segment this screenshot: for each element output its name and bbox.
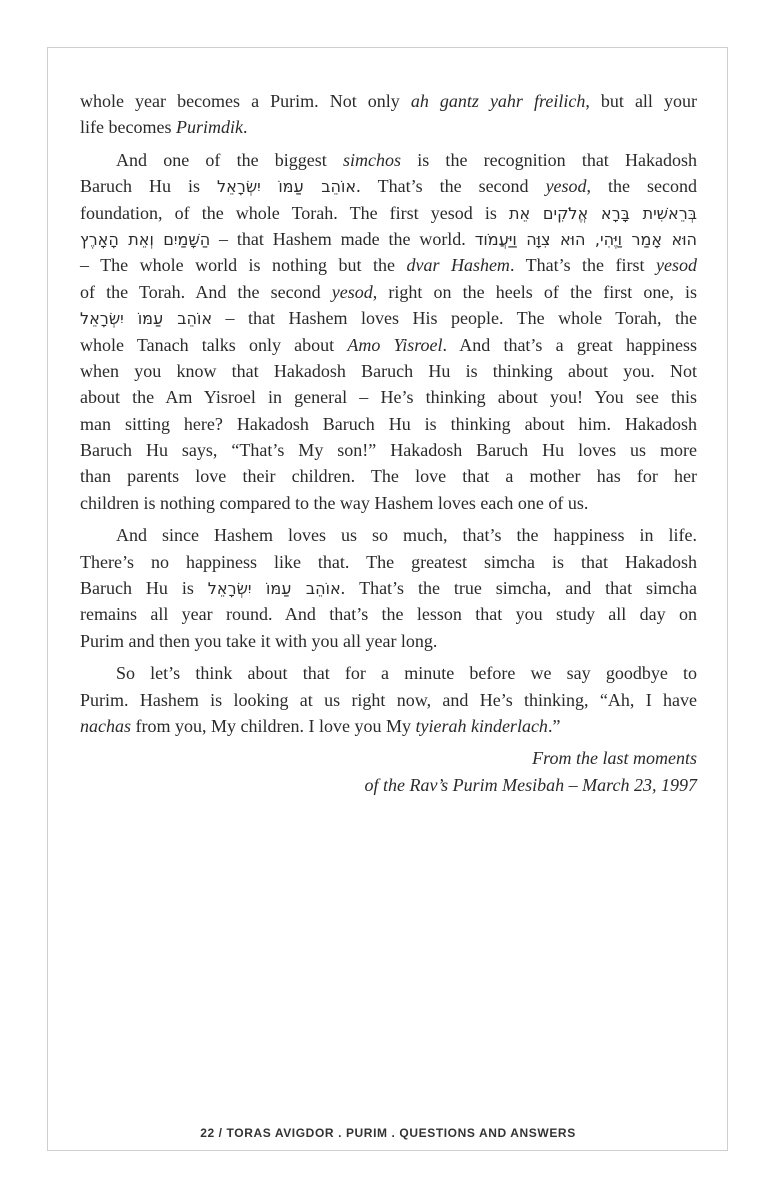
text-segment: .” (547, 715, 561, 736)
text-line (80, 384, 697, 410)
italic-term: yesod (656, 255, 697, 276)
text-line (80, 463, 697, 489)
text-segment: of the Torah. And the second (80, 281, 332, 302)
paragraphs (80, 88, 697, 739)
text-segment: . That’s the first (509, 255, 656, 276)
text-line (80, 660, 697, 686)
text-segment: whole Tanach talks only about (80, 334, 348, 355)
text-line (80, 575, 697, 601)
text-segment: . That’s the true simcha, and that simcha (340, 578, 698, 599)
italic-term: yesod (545, 176, 587, 197)
text-segment: . And that’s a great happiness (442, 334, 697, 355)
text-segment: Baruch Hu is (80, 176, 217, 197)
text-line (80, 147, 697, 173)
text-line (80, 522, 697, 548)
text-line (80, 549, 697, 575)
italic-term: tyierah kinderlach (415, 715, 548, 736)
text-line (80, 687, 697, 713)
text-segment: – The whole world is nothing but the (80, 255, 407, 276)
text-segment: So let’s think about that for a minute before we say goodbye to (116, 663, 697, 684)
italic-term: simchos (343, 149, 402, 170)
italic-term: Purimdik (175, 117, 243, 138)
text-segment: And since Hashem loves us so much, that’s the happiness in life. (116, 525, 697, 546)
text-segment: life becomes (80, 117, 176, 138)
hebrew-quote: אוֹהֵב עַמּוֹ יִשְׂרָאֵל (207, 579, 341, 599)
text-line (80, 88, 697, 114)
paragraph (80, 147, 697, 516)
hebrew-quote: אוֹהֵב עַמּוֹ יִשְׂרָאֵל (217, 177, 357, 197)
text-segment: , the second (586, 176, 698, 197)
text-segment: remains all year round. And that’s the lesson that you study all day on (80, 604, 697, 625)
attribution-line: From the last moments (532, 748, 697, 769)
text-segment: foundation, of the whole Torah. The first yesod is (80, 202, 509, 223)
text-line (80, 305, 697, 331)
text-segment: There’s no happiness like that. The greatest simcha is that Hakadosh (80, 551, 697, 572)
text-segment: – that Hashem loves His people. The whole Torah, the (212, 308, 697, 329)
text-segment: . That’s the second (356, 176, 546, 197)
text-line (80, 173, 697, 199)
text-line (80, 279, 697, 305)
text-segment: Purim. Hashem is looking at us right now, and He’s thinking, “Ah, I have (80, 689, 697, 710)
text-segment: about the Am Yisroel in general – He’s thinking about you! You see this (80, 387, 697, 408)
text-segment: from you, My children. I love you My (131, 715, 416, 736)
text-segment: . (242, 117, 248, 138)
text-line (80, 713, 697, 739)
italic-term: ah gantz yahr freilich (410, 91, 586, 111)
text-segment: man sitting here? Hakadosh Baruch Hu is thinking about him. Hakadosh (80, 413, 697, 434)
italic-term: dvar Hashem (406, 255, 510, 276)
hebrew-quote: בְּרֵאשִׁית בָּרָא אֱלֹקִים אֵת (508, 203, 697, 223)
text-line (80, 252, 697, 278)
text-line (80, 358, 697, 384)
text-segment: than parents love their children. The love that a mother has for her (80, 466, 697, 487)
attribution (80, 745, 697, 798)
text-line (80, 332, 697, 358)
text-segment: – that Hashem made the world. (210, 228, 475, 249)
paragraph (80, 522, 697, 654)
text-line (80, 411, 697, 437)
hebrew-quote: הַשָּׁמַיִם וְאֵת הָאָרֶץ (80, 229, 211, 249)
text-segment: , right on the heels of the first one, is (372, 281, 697, 302)
page-footer: 22 / TORAS AVIGDOR . PURIM . QUESTIONS AND ANSWERS (200, 1126, 576, 1140)
hebrew-quote: אוֹהֵב עַמּוֹ יִשְׂרָאֵל (80, 309, 213, 329)
italic-term: nachas (80, 715, 131, 736)
text-line (80, 437, 697, 463)
paragraph (80, 88, 697, 141)
text-segment: whole year becomes a Purim. Not only (80, 91, 411, 111)
text-line (80, 200, 697, 226)
text-line (80, 628, 697, 654)
article-body (80, 88, 697, 798)
hebrew-quote: הוּא אָמַר וַיֶּהִי, הוּא צִוָּה וַיַּעֲמֹוד (474, 229, 698, 249)
text-segment: , but all your (585, 91, 697, 111)
text-segment: children is nothing compared to the way Hashem loves each one of us. (80, 492, 589, 513)
text-line (80, 114, 697, 140)
text-segment: Baruch Hu is (80, 578, 208, 599)
italic-term: yesod (331, 281, 373, 302)
attribution-line: of the Rav’s Purim Mesibah – March 23, 1997 (364, 774, 697, 795)
text-segment: Purim and then you take it with you all year long. (80, 630, 438, 651)
text-segment: when you know that Hakadosh Baruch Hu is thinking about you. Not (80, 360, 697, 381)
text-line (80, 490, 697, 516)
text-line (80, 601, 697, 627)
text-segment: Baruch Hu says, “That’s My son!” Hakadosh Baruch Hu loves us more (80, 440, 697, 461)
italic-term: Amo Yisroel (347, 334, 443, 355)
paragraph (80, 660, 697, 739)
text-segment: And one of the biggest (116, 149, 344, 170)
text-segment: is the recognition that Hakadosh (401, 149, 697, 170)
text-line (80, 226, 697, 252)
